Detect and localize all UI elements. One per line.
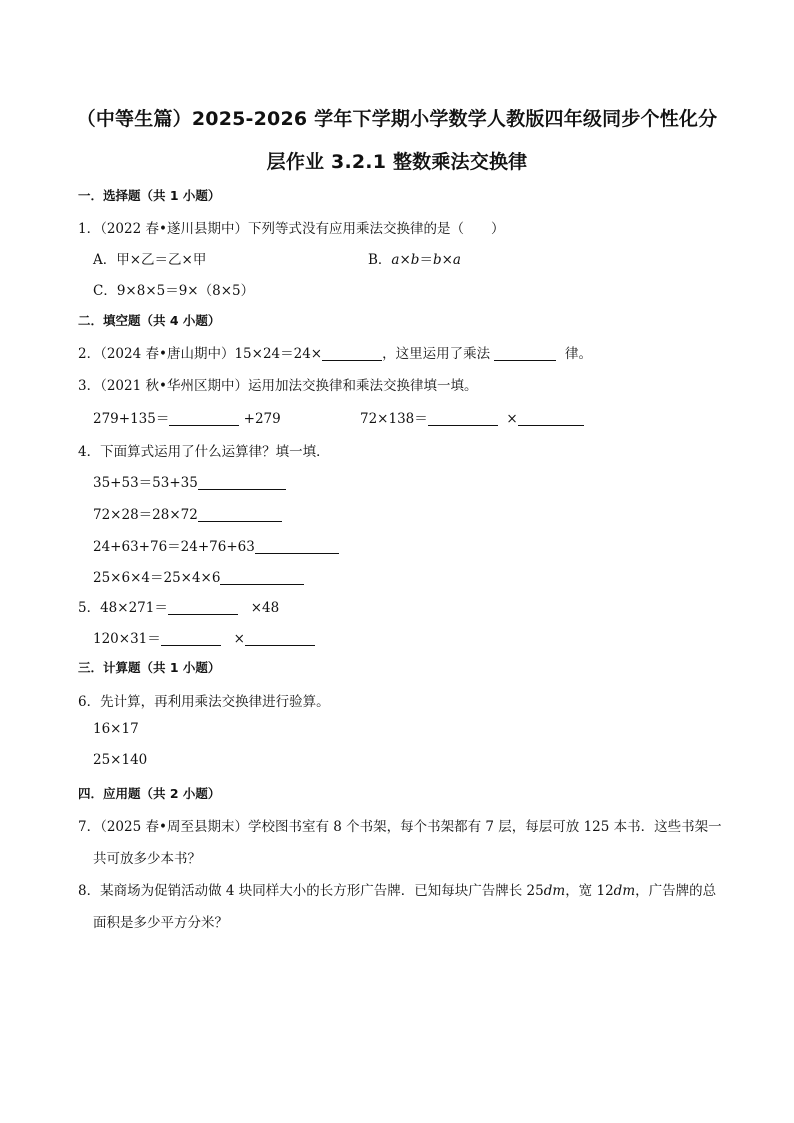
question-4-expression: 72×28＝28×72: [93, 507, 198, 523]
question-5-a: [78, 596, 279, 616]
answer-blank[interactable]: [168, 600, 238, 615]
question-7-line-1: 7．（2025 春•周至县期末）学校图书室有 8 个书架，每个书架都有 7 层，每层可放 125 本书．这些书架一: [78, 819, 722, 835]
question-5-b: [93, 627, 315, 647]
question-7-line-2: 共可放多少本书？: [93, 851, 201, 867]
document-title-line-2: 层作业 3.2.1 整数乘法交换律: [266, 151, 528, 173]
answer-blank[interactable]: [428, 411, 498, 426]
question-4-item: [93, 471, 286, 491]
question-2-text-2: ，这里运用了乘法: [382, 346, 491, 362]
question-3-b: [360, 407, 584, 427]
question-6-expression-2: 25×140: [93, 752, 148, 768]
question-5-a-left: 5．48×271＝: [78, 600, 168, 616]
question-5-a-right: ×48: [250, 600, 280, 616]
times-sign: ×: [441, 252, 453, 268]
question-8-text: ，广告牌的总: [635, 883, 717, 899]
question-6-expression-1: 16×17: [93, 721, 139, 737]
question-1-stem: 1．（2022 春•遂川县期中）下列等式没有应用乘法交换律的是（ ）: [78, 221, 505, 237]
option-b-label: B．: [368, 252, 392, 268]
question-3-b-left: 72×138＝: [360, 411, 428, 427]
question-3-a: [93, 407, 281, 427]
question-1-option-a: A．甲×乙＝乙×甲: [93, 252, 207, 268]
equals-sign: ＝: [419, 252, 433, 268]
question-4-expression: 35+53＝53+35: [93, 475, 198, 491]
answer-blank[interactable]: [169, 411, 239, 426]
times-sign: ×: [506, 411, 518, 427]
document-title-line-1: （中等生篇）2025-2026 学年下学期小学数学人教版四年级同步个性化分: [76, 108, 718, 130]
answer-blank[interactable]: [220, 570, 304, 585]
section-heading-fill: 二．填空题（共 4 小题）: [78, 313, 221, 328]
question-1-option-b: [368, 248, 461, 268]
answer-blank[interactable]: [255, 539, 339, 554]
question-4-item: [93, 503, 282, 523]
question-2-text-3: 律。: [565, 346, 592, 362]
question-8-text: 8．某商场为促销活动做 4 块同样大小的长方形广告牌．已知每块广告牌长 25: [78, 883, 544, 899]
answer-blank[interactable]: [518, 411, 584, 426]
question-3-stem: 3．（2021 秋•华州区期中）运用加法交换律和乘法交换律填一填。: [78, 378, 478, 394]
section-heading-application: 四．应用题（共 2 小题）: [78, 786, 221, 801]
var-a: a: [391, 252, 400, 268]
answer-blank[interactable]: [198, 507, 282, 522]
answer-blank[interactable]: [322, 346, 382, 361]
var-b: b: [410, 252, 420, 268]
question-3-a-left: 279+135＝: [93, 411, 170, 427]
question-4-item: [93, 535, 339, 555]
var-b: b: [432, 252, 442, 268]
question-8-line-2: 面积是多少平方分米？: [93, 915, 228, 931]
question-6-stem: 6．先计算，再利用乘法交换律进行验算。: [78, 694, 330, 710]
question-4-expression: 25×6×4＝25×4×6: [93, 570, 221, 586]
question-2-text-1: 2．（2024 春•唐山期中）15×24＝24×: [78, 346, 323, 362]
question-4-expression: 24+63+76＝24+76+63: [93, 539, 255, 555]
question-8-text: ，宽 12: [565, 883, 614, 899]
question-3-a-right: +279: [243, 411, 281, 427]
section-heading-calc: 三．计算题（共 1 小题）: [78, 660, 221, 675]
answer-blank[interactable]: [198, 475, 286, 490]
unit-dm: dm: [613, 883, 636, 899]
answer-blank[interactable]: [245, 631, 315, 646]
unit-dm: dm: [543, 883, 566, 899]
question-5-b-left: 120×31＝: [93, 631, 161, 647]
question-4-item: [93, 566, 304, 586]
question-8-line-1: [78, 879, 716, 899]
times-sign: ×: [399, 252, 411, 268]
answer-blank[interactable]: [161, 631, 221, 646]
question-2: [78, 342, 592, 362]
var-a: a: [452, 252, 461, 268]
times-sign: ×: [233, 631, 245, 647]
section-heading-choice: 一．选择题（共 1 小题）: [78, 188, 221, 203]
question-4-stem: 4．下面算式运用了什么运算律？填一填．: [78, 444, 330, 460]
answer-blank[interactable]: [494, 346, 556, 361]
question-1-option-c: C．9×8×5＝9×（8×5）: [93, 283, 255, 299]
